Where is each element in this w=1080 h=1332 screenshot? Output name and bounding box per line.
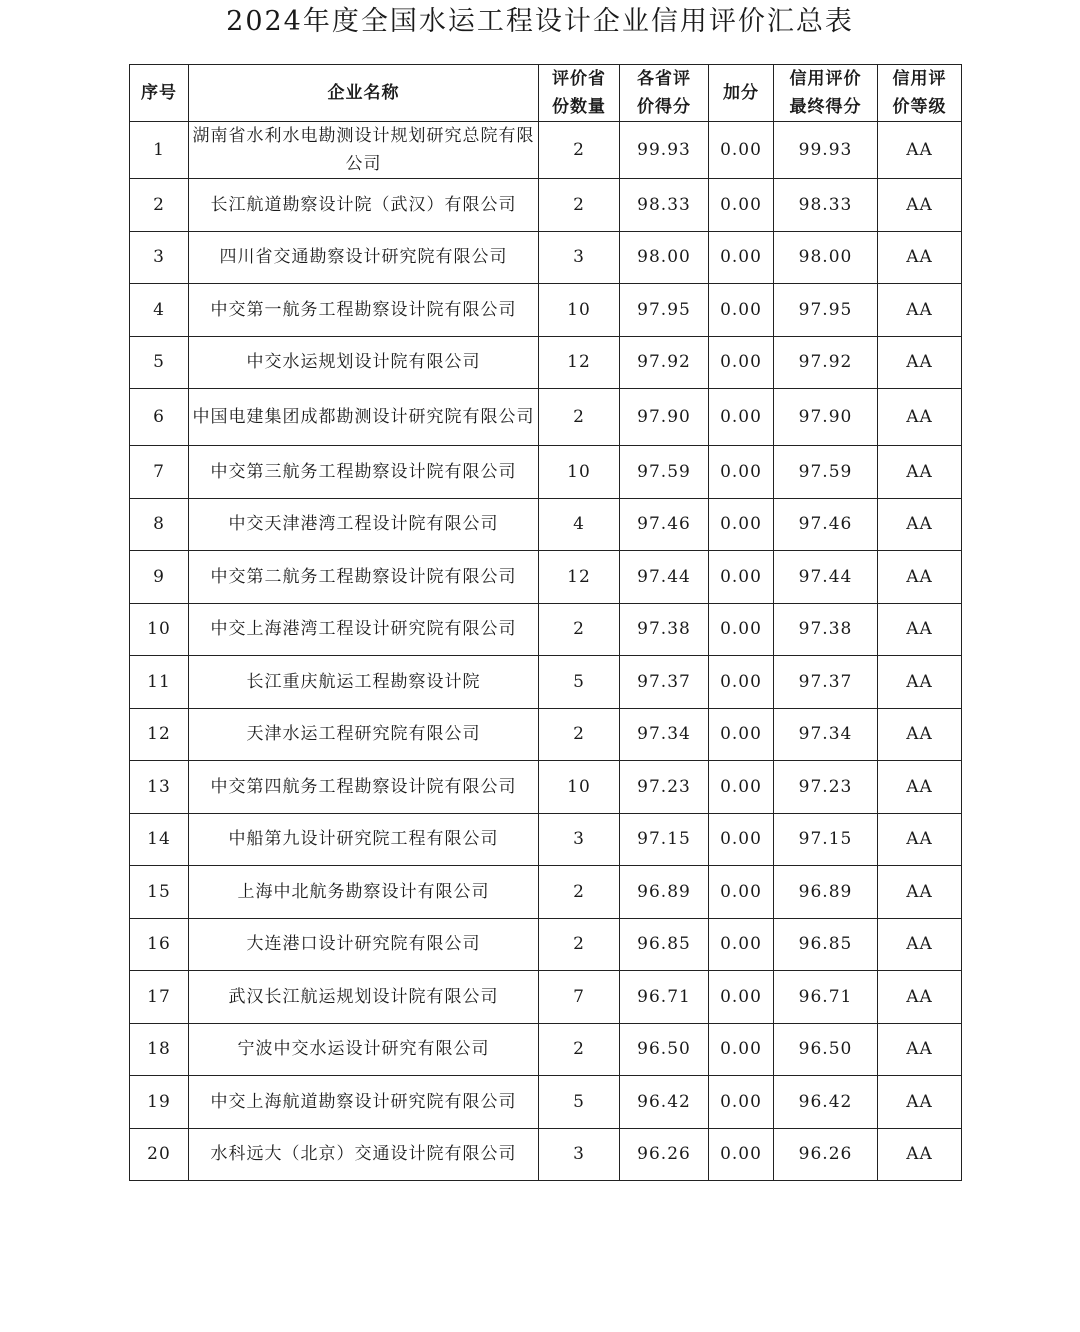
cell-bonus: 0.00 (709, 761, 774, 814)
cell-index: 18 (130, 1023, 189, 1076)
cell-grade: AA (878, 1128, 962, 1181)
cell-index: 19 (130, 1076, 189, 1129)
cell-bonus: 0.00 (709, 179, 774, 232)
cell-grade: AA (878, 1023, 962, 1076)
cell-bonus: 0.00 (709, 1076, 774, 1129)
cell-bonus: 0.00 (709, 971, 774, 1024)
cell-bonus: 0.00 (709, 866, 774, 919)
cell-province-count: 3 (539, 813, 620, 866)
header-index: 序号 (130, 65, 189, 122)
cell-provincial-score: 98.33 (620, 179, 709, 232)
cell-grade: AA (878, 603, 962, 656)
cell-provincial-score: 97.46 (620, 498, 709, 551)
cell-final-score: 98.33 (774, 179, 878, 232)
table-row (130, 446, 962, 499)
cell-province-count: 5 (539, 656, 620, 709)
cell-provincial-score: 96.71 (620, 971, 709, 1024)
cell-final-score: 97.44 (774, 551, 878, 604)
cell-provincial-score: 97.44 (620, 551, 709, 604)
cell-provincial-score: 97.59 (620, 446, 709, 499)
cell-grade: AA (878, 498, 962, 551)
cell-bonus: 0.00 (709, 551, 774, 604)
cell-bonus: 0.00 (709, 498, 774, 551)
cell-provincial-score: 96.26 (620, 1128, 709, 1181)
cell-company-name: 中船第九设计研究院工程有限公司 (189, 813, 539, 866)
cell-company-name: 四川省交通勘察设计研究院有限公司 (189, 231, 539, 284)
cell-bonus: 0.00 (709, 1128, 774, 1181)
cell-index: 8 (130, 498, 189, 551)
table-row (130, 866, 962, 919)
cell-bonus: 0.00 (709, 446, 774, 499)
cell-final-score: 97.95 (774, 284, 878, 337)
table-row (130, 656, 962, 709)
cell-grade: AA (878, 446, 962, 499)
table-row (130, 284, 962, 337)
table-row (130, 918, 962, 971)
cell-grade: AA (878, 918, 962, 971)
table-row (130, 336, 962, 389)
cell-company-name: 长江重庆航运工程勘察设计院 (189, 656, 539, 709)
page-title: 2024年度全国水运工程设计企业信用评价汇总表 (226, 6, 854, 37)
cell-index: 4 (130, 284, 189, 337)
cell-company-name: 湖南省水利水电勘测设计规划研究总院有限公司 (189, 122, 539, 179)
table-body (130, 122, 962, 1181)
table-row (130, 761, 962, 814)
cell-provincial-score: 97.38 (620, 603, 709, 656)
cell-province-count: 10 (539, 284, 620, 337)
cell-company-name: 中交第一航务工程勘察设计院有限公司 (189, 284, 539, 337)
cell-final-score: 96.85 (774, 918, 878, 971)
cell-provincial-score: 96.89 (620, 866, 709, 919)
cell-provincial-score: 99.93 (620, 122, 709, 179)
table-row (130, 971, 962, 1024)
table-row (130, 498, 962, 551)
cell-provincial-score: 96.85 (620, 918, 709, 971)
cell-province-count: 2 (539, 603, 620, 656)
cell-index: 3 (130, 231, 189, 284)
cell-province-count: 3 (539, 231, 620, 284)
cell-grade: AA (878, 761, 962, 814)
table-row (130, 231, 962, 284)
table-row (130, 122, 962, 179)
cell-company-name: 水科远大（北京）交通设计院有限公司 (189, 1128, 539, 1181)
cell-final-score: 97.59 (774, 446, 878, 499)
cell-index: 20 (130, 1128, 189, 1181)
cell-company-name: 武汉长江航运规划设计院有限公司 (189, 971, 539, 1024)
cell-final-score: 97.15 (774, 813, 878, 866)
cell-final-score: 96.71 (774, 971, 878, 1024)
cell-company-name: 中交上海港湾工程设计研究院有限公司 (189, 603, 539, 656)
cell-bonus: 0.00 (709, 708, 774, 761)
cell-province-count: 2 (539, 122, 620, 179)
cell-final-score: 97.37 (774, 656, 878, 709)
table-row (130, 551, 962, 604)
cell-index: 16 (130, 918, 189, 971)
header-bonus: 加分 (709, 65, 774, 122)
cell-provincial-score: 97.92 (620, 336, 709, 389)
cell-bonus: 0.00 (709, 122, 774, 179)
cell-grade: AA (878, 231, 962, 284)
cell-index: 1 (130, 122, 189, 179)
cell-final-score: 96.26 (774, 1128, 878, 1181)
cell-province-count: 2 (539, 179, 620, 232)
cell-province-count: 10 (539, 446, 620, 499)
cell-grade: AA (878, 179, 962, 232)
cell-bonus: 0.00 (709, 284, 774, 337)
cell-final-score: 96.89 (774, 866, 878, 919)
table-row (130, 708, 962, 761)
cell-province-count: 5 (539, 1076, 620, 1129)
cell-final-score: 97.46 (774, 498, 878, 551)
cell-province-count: 3 (539, 1128, 620, 1181)
cell-final-score: 97.38 (774, 603, 878, 656)
cell-bonus: 0.00 (709, 231, 774, 284)
cell-bonus: 0.00 (709, 603, 774, 656)
cell-province-count: 10 (539, 761, 620, 814)
cell-company-name: 中交第三航务工程勘察设计院有限公司 (189, 446, 539, 499)
cell-company-name: 长江航道勘察设计院（武汉）有限公司 (189, 179, 539, 232)
cell-provincial-score: 96.50 (620, 1023, 709, 1076)
cell-index: 11 (130, 656, 189, 709)
cell-province-count: 2 (539, 708, 620, 761)
cell-provincial-score: 98.00 (620, 231, 709, 284)
cell-index: 7 (130, 446, 189, 499)
cell-index: 6 (130, 389, 189, 446)
cell-province-count: 2 (539, 866, 620, 919)
cell-index: 2 (130, 179, 189, 232)
cell-provincial-score: 97.37 (620, 656, 709, 709)
table-row (130, 179, 962, 232)
cell-province-count: 2 (539, 918, 620, 971)
cell-final-score: 97.92 (774, 336, 878, 389)
cell-grade: AA (878, 656, 962, 709)
cell-province-count: 12 (539, 551, 620, 604)
cell-grade: AA (878, 336, 962, 389)
cell-bonus: 0.00 (709, 918, 774, 971)
cell-province-count: 2 (539, 1023, 620, 1076)
header-name: 企业名称 (189, 65, 539, 122)
cell-province-count: 12 (539, 336, 620, 389)
cell-index: 17 (130, 971, 189, 1024)
cell-company-name: 大连港口设计研究院有限公司 (189, 918, 539, 971)
cell-bonus: 0.00 (709, 656, 774, 709)
header-grade: 信用评 价等级 (878, 65, 962, 122)
cell-company-name: 宁波中交水运设计研究有限公司 (189, 1023, 539, 1076)
cell-company-name: 上海中北航务勘察设计有限公司 (189, 866, 539, 919)
cell-grade: AA (878, 866, 962, 919)
cell-grade: AA (878, 389, 962, 446)
table-row (130, 813, 962, 866)
cell-company-name: 中交天津港湾工程设计院有限公司 (189, 498, 539, 551)
cell-bonus: 0.00 (709, 813, 774, 866)
header-provincial-score: 各省评 价得分 (620, 65, 709, 122)
cell-grade: AA (878, 708, 962, 761)
cell-index: 10 (130, 603, 189, 656)
cell-grade: AA (878, 284, 962, 337)
cell-province-count: 2 (539, 389, 620, 446)
cell-grade: AA (878, 971, 962, 1024)
table-row (130, 1023, 962, 1076)
cell-grade: AA (878, 813, 962, 866)
cell-final-score: 97.34 (774, 708, 878, 761)
table-row (130, 1128, 962, 1181)
cell-index: 5 (130, 336, 189, 389)
header-count: 评价省 份数量 (539, 65, 620, 122)
cell-grade: AA (878, 122, 962, 179)
cell-final-score: 96.42 (774, 1076, 878, 1129)
cell-index: 15 (130, 866, 189, 919)
cell-index: 13 (130, 761, 189, 814)
cell-province-count: 4 (539, 498, 620, 551)
cell-index: 9 (130, 551, 189, 604)
cell-bonus: 0.00 (709, 336, 774, 389)
cell-final-score: 96.50 (774, 1023, 878, 1076)
cell-bonus: 0.00 (709, 389, 774, 446)
cell-provincial-score: 97.90 (620, 389, 709, 446)
cell-index: 12 (130, 708, 189, 761)
cell-provincial-score: 97.95 (620, 284, 709, 337)
table-row (130, 389, 962, 446)
cell-provincial-score: 97.23 (620, 761, 709, 814)
cell-provincial-score: 97.15 (620, 813, 709, 866)
cell-company-name: 中国电建集团成都勘测设计研究院有限公司 (189, 389, 539, 446)
cell-company-name: 中交上海航道勘察设计研究院有限公司 (189, 1076, 539, 1129)
header-row (130, 65, 962, 122)
cell-province-count: 7 (539, 971, 620, 1024)
cell-provincial-score: 96.42 (620, 1076, 709, 1129)
cell-final-score: 97.23 (774, 761, 878, 814)
table-row (130, 603, 962, 656)
cell-final-score: 98.00 (774, 231, 878, 284)
cell-company-name: 中交第二航务工程勘察设计院有限公司 (189, 551, 539, 604)
cell-final-score: 99.93 (774, 122, 878, 179)
cell-company-name: 中交第四航务工程勘察设计院有限公司 (189, 761, 539, 814)
cell-grade: AA (878, 551, 962, 604)
cell-company-name: 天津水运工程研究院有限公司 (189, 708, 539, 761)
header-final-score: 信用评价 最终得分 (774, 65, 878, 122)
table-row (130, 1076, 962, 1129)
cell-grade: AA (878, 1076, 962, 1129)
credit-evaluation-table (129, 64, 962, 1181)
cell-provincial-score: 97.34 (620, 708, 709, 761)
cell-bonus: 0.00 (709, 1023, 774, 1076)
cell-index: 14 (130, 813, 189, 866)
cell-final-score: 97.90 (774, 389, 878, 446)
cell-company-name: 中交水运规划设计院有限公司 (189, 336, 539, 389)
